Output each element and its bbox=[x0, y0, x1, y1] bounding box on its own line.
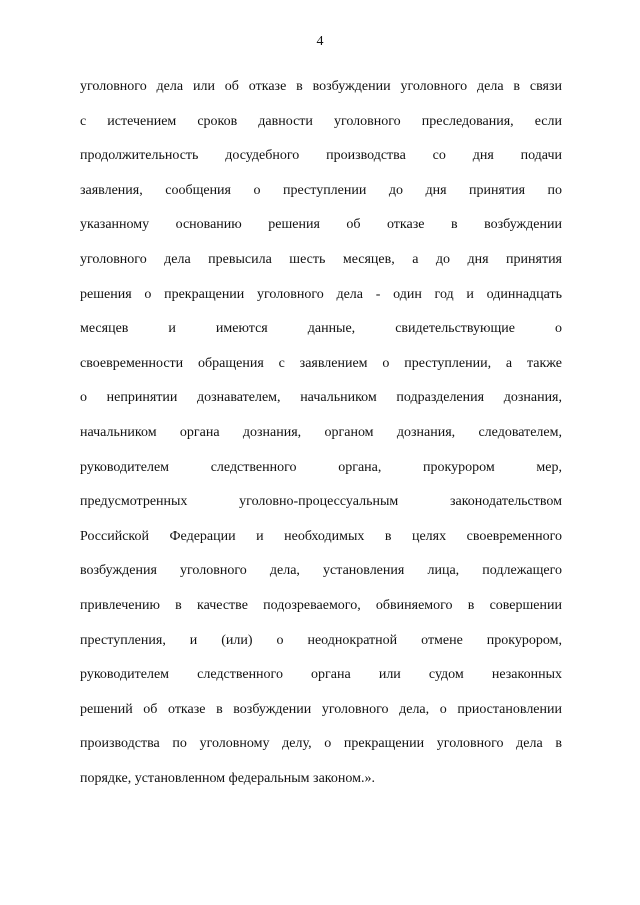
text-line: Российской Федерации и необходимых в целях своевременного bbox=[80, 528, 562, 544]
text-line: своевременности обращения с заявлением о преступлении, а также bbox=[80, 355, 562, 371]
text-line: заявления, сообщения о преступлении до дня принятия по bbox=[80, 182, 562, 198]
text-line: уголовного дела превысила шесть месяцев, а до дня принятия bbox=[80, 251, 562, 267]
page-number: 4 bbox=[316, 34, 324, 49]
text-line: решений об отказе в возбуждении уголовного дела, о приостановлении bbox=[80, 701, 562, 717]
text-line: преступления, и (или) о неоднократной отмене прокурором, bbox=[80, 632, 562, 648]
text-line: указанному основанию решения об отказе в возбуждении bbox=[80, 217, 562, 233]
text-line: руководителем следственного органа или судом незаконных bbox=[80, 667, 562, 683]
text-line: с истечением сроков давности уголовного преследования, если bbox=[80, 113, 562, 129]
text-line: о непринятии дознавателем, начальником подразделения дознания, bbox=[80, 390, 562, 406]
text-line: уголовного дела или об отказе в возбуждении уголовного дела в связи bbox=[80, 79, 562, 94]
text-line: производства по уголовному делу, о прекращении уголовного дела в bbox=[80, 736, 562, 752]
text-line: привлечению в качестве подозреваемого, обвиняемого в совершении bbox=[80, 597, 562, 613]
text-line: возбуждения уголовного дела, установления лица, подлежащего bbox=[80, 563, 562, 579]
text-line: предусмотренных уголовно-процессуальным законодательством bbox=[80, 494, 562, 510]
text-line: решения о прекращении уголовного дела - один год и одиннадцать bbox=[80, 286, 562, 302]
text-line: месяцев и имеются данные, свидетельствующие о bbox=[80, 321, 562, 337]
text-line-last: порядке, установленном федеральным законом.». bbox=[80, 770, 375, 786]
text-line: руководителем следственного органа, прокурором мер, bbox=[80, 459, 562, 475]
text-line: начальником органа дознания, органом дознания, следователем, bbox=[80, 424, 562, 440]
text-line: продолжительность досудебного производства со дня подачи bbox=[80, 148, 562, 164]
body-text bbox=[80, 70, 562, 796]
